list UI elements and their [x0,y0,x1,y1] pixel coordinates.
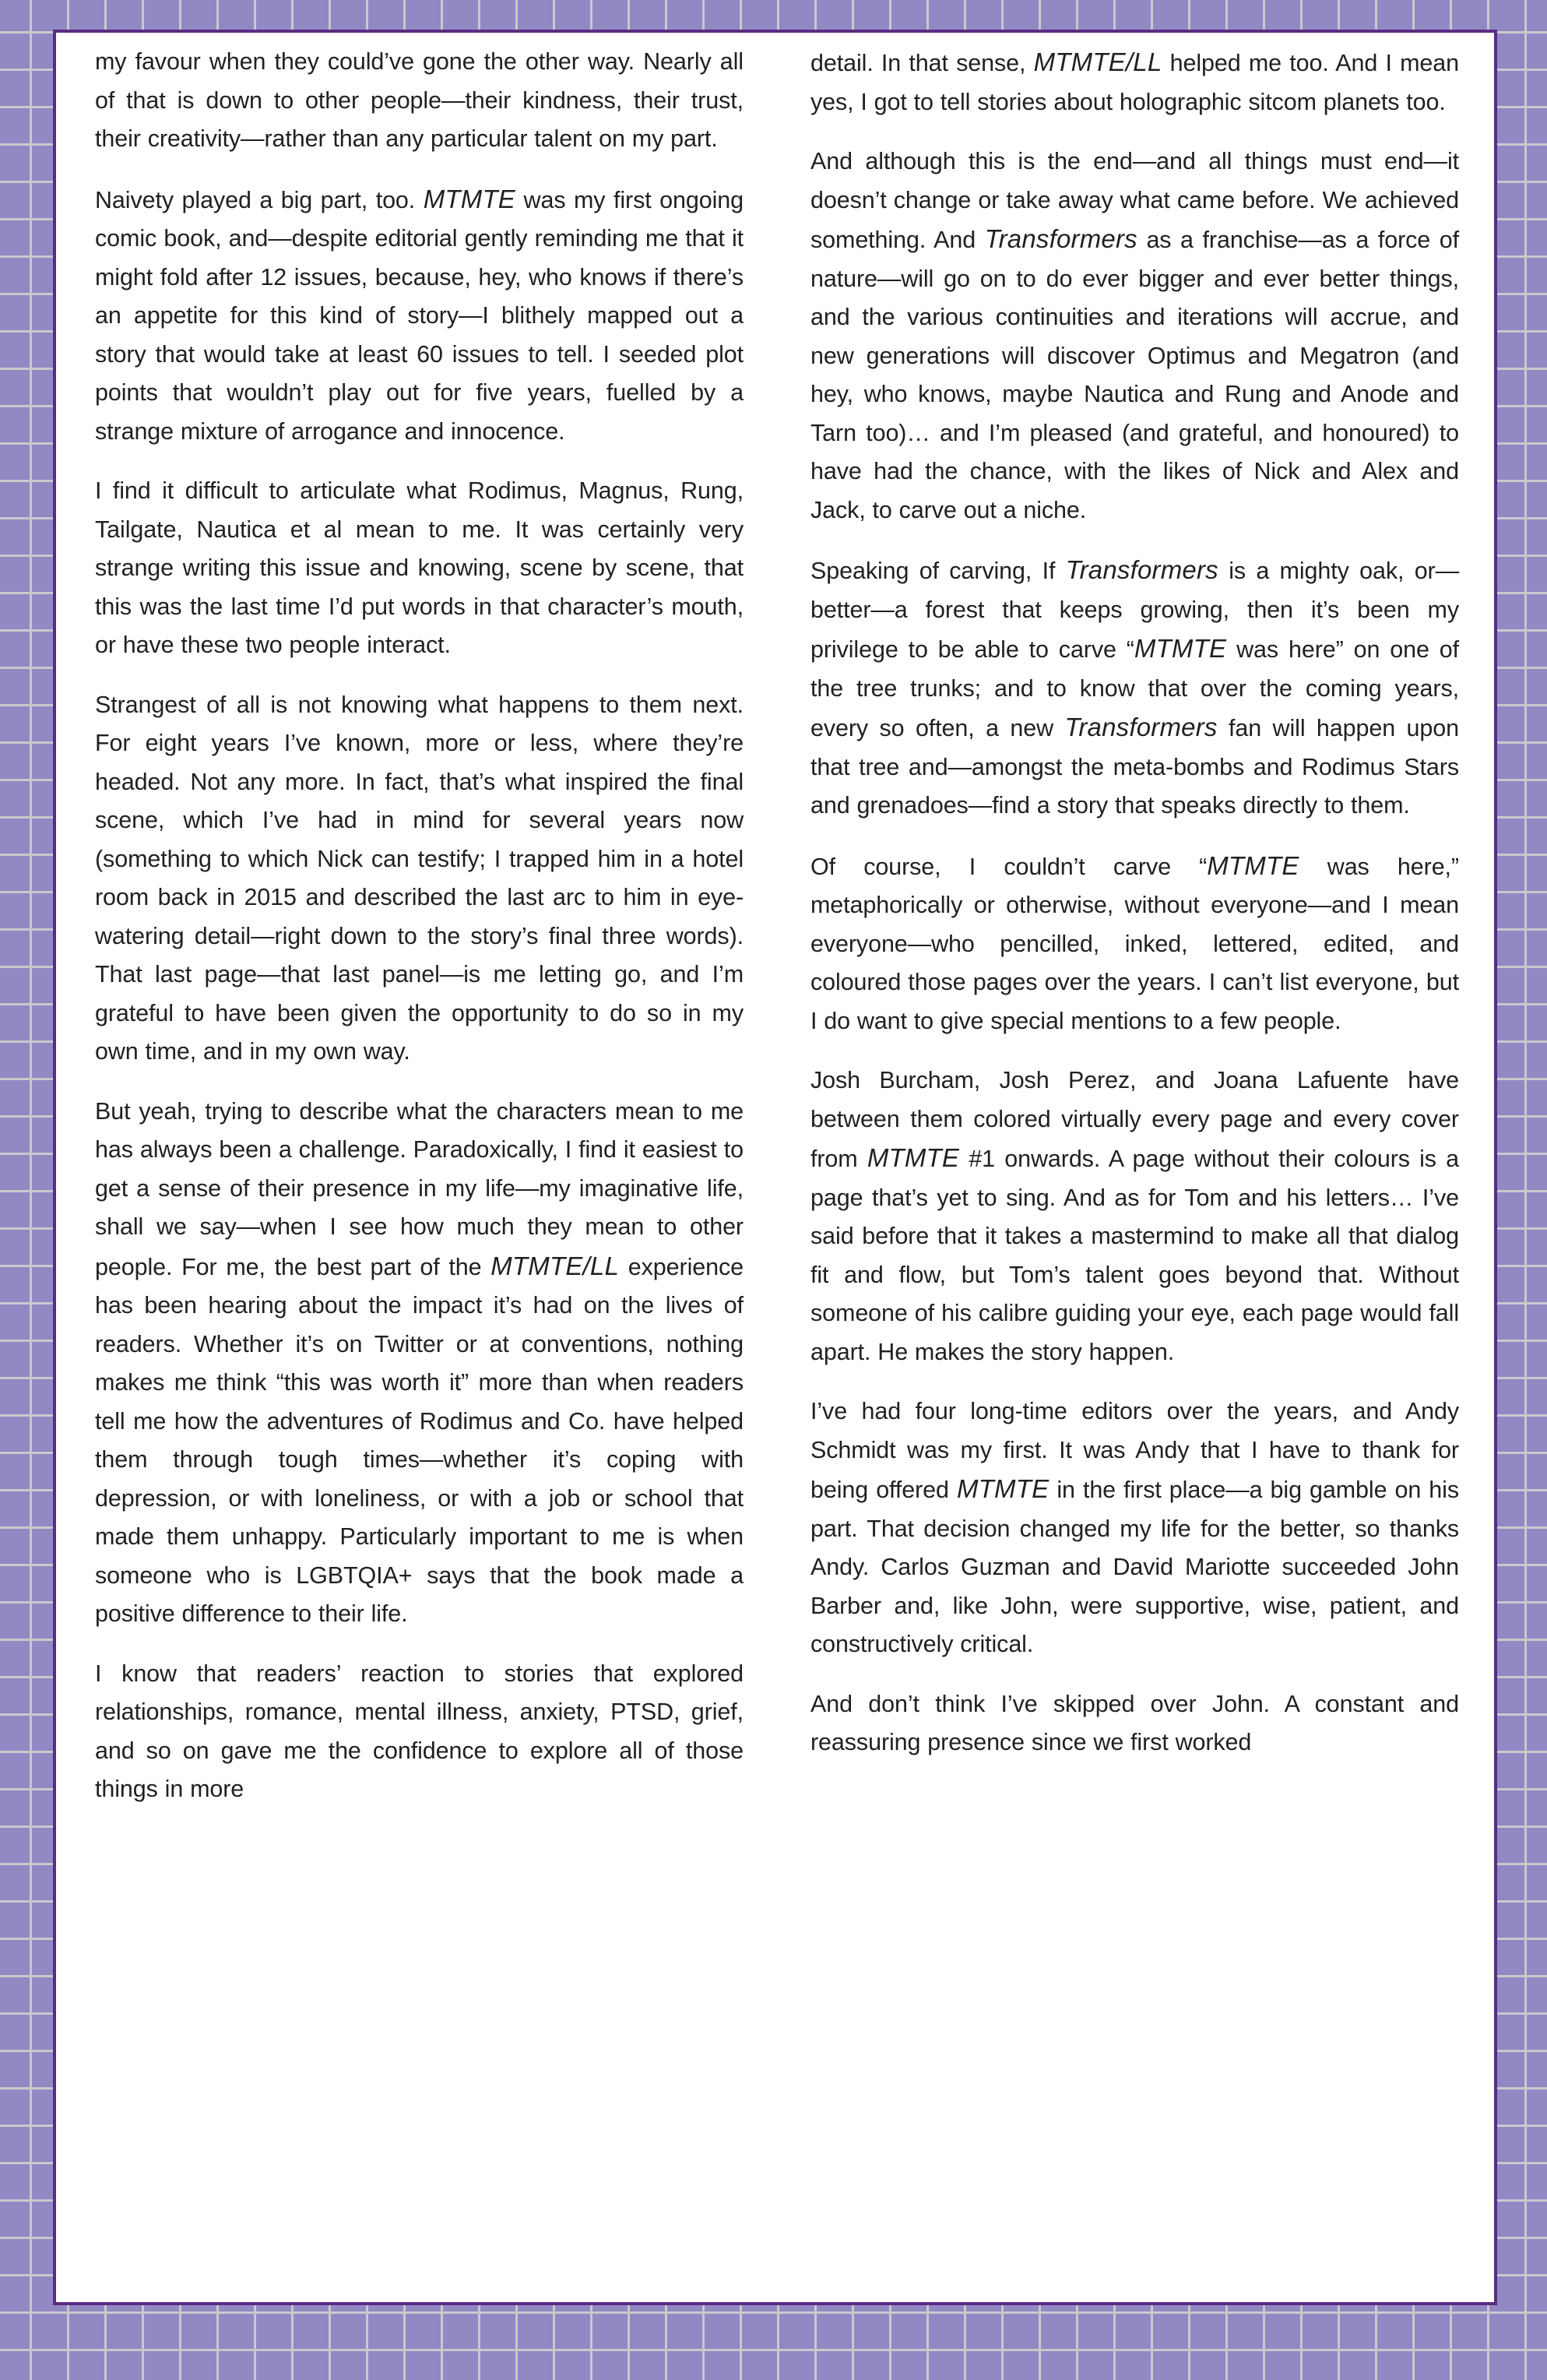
para-detail [810,43,1459,121]
para-naivety [95,180,744,452]
text-run: helped me too. And I mean yes, I got to tell stories about holographic sitcom planets too. [810,50,1459,115]
text-run: Of course, I couldn’t carve “ [810,853,1208,880]
text-run: And although this is the end—and all things must end—it doesn’t change or take away what came before. We achieved something. And [810,148,1459,253]
title-emphasis: MTMTE/LL [490,1251,620,1280]
text-run: #1 onwards. A page without their colours is a page that’s yet to sing. And as for Tom and his letters… I’ve said before that it takes a mastermind to make all that dialog fit and flow, but Tom’s talent goes beyond that. Without someone of his calibre guiding your eye, each page would fall apart. He makes the story happen. [810,1146,1459,1365]
text-run: Naivety played a big part, too. [95,186,424,213]
text-run: Josh Burcham, Josh Perez, and Joana Lafuente have between them colored virtually every page and every cover from [810,1067,1459,1172]
text-run: was my first ongoing comic book, and—despite editorial gently reminding me that it might fold after 12 issues, because, hey, who knows if there’s an appetite for this kind of story—I blithely mapped out a story that would take at least 60 issues to tell. I seeded plot points that wouldn’t play out for five years, fuelled by a strange mixture of arrogance and innocence. [95,186,744,445]
two-column-layout [95,43,1459,2286]
para-john [810,1685,1459,1762]
text-run: my favour when they could’ve gone the other way. Nearly all of that is down to other people—their kindness, their trust, their creativity—rather than any particular talent on my part. [95,48,744,152]
title-emphasis: MTMTE [956,1474,1049,1503]
para-although [810,143,1459,530]
text-run: fan will happen upon that tree and—amongst the meta-bombs and Rodimus Stars and grenadoes—find a story that speaks directly to them. [810,715,1459,819]
title-emphasis: MTMTE [1207,850,1299,880]
title-emphasis: Transformers [984,224,1137,253]
text-run: I’ve had four long-time editors over the years, and Andy Schmidt was my first. It was Andy that I have to thank for being offered [810,1398,1459,1503]
text-run: was here” on one of the tree trunks; and to know that over the coming years, every so often, a new [810,636,1460,741]
text-run: I find it difficult to articulate what Rodimus, Magnus, Rung, Tailgate, Nautica et al mean to me. It was certainly very strange writing this issue and knowing, scene by scene, that this was the last time I’d put words in that character’s mouth, or have these two people interact. [95,477,744,658]
text-run: But yeah, trying to describe what the characters mean to me has always been a challenge. Paradoxically, I find it easiest to get a sense of their presence in my life—my imaginative life, shall we say—when I see how much they mean to other people. For me, the best part of the [95,1097,744,1280]
title-emphasis: Transformers [1064,713,1218,741]
title-emphasis: Transformers [1065,555,1218,584]
right-text-column [810,43,1459,2286]
para-iknow [95,1655,744,1809]
para-ofcourse [810,847,1459,1041]
title-emphasis: MTMTE/LL [1033,48,1162,76]
text-run: Strangest of all is not knowing what happens to them next. For eight years I’ve known, more or less, where they’re headed. Not any more. In fact, that’s what inspired the final scene, which I’ve had in mind for several years now (something to which Nick can testify; I trapped him in a hotel room back in 2015 and described the last arc to him in eye-watering detail—right down to the story’s final three words). That last page—that last panel—is me letting go, and I’m grateful to have been given the opportunity to do so in my own time, and in my own way. [95,691,744,1065]
page-sheet [53,30,1497,2305]
para-butyeah [95,1093,744,1634]
title-emphasis: MTMTE [423,184,516,213]
text-run: is a mighty oak, or—better—a forest that keeps growing, then it’s been my privilege to be able to carve “ [810,558,1460,663]
text-run: Speaking of carving, If [810,558,1066,584]
text-run: as a franchise—as a force of nature—will go on to do ever bigger and ever better things, and the various continuities and iterations will accrue, and new generations will discover Optimus and Megatron (and hey, who knows, maybe Nautica and Rung and Anode and Tarn too)… and I’m pleased (and grateful, and honoured) to have had the chance, with the likes of Nick and Alex and Jack, to carve out a niche. [810,227,1459,523]
para-articulate [95,472,744,665]
text-run: was here,” metaphorically or otherwise, without everyone—and I mean everyone—who pencilled, inked, lettered, edited, and coloured those pages over the years. I can’t list everyone, but I do want to give special mentions to a few people. [810,853,1459,1034]
para-carving [810,551,1459,826]
text-run: experience has been hearing about the impact it’s had on the lives of readers. Whether it’s on Twitter or at conventions, nothing makes me think “this was worth it” more than when readers tell me how the adventures of Rodimus and Co. have helped them through tough times—whether it’s coping with depression, or with loneliness, or with a job or school that made them unhappy. Particularly important to me is when someone who is LGBTQIA+ says that the book made a positive difference to their life. [95,1253,744,1627]
title-emphasis: MTMTE [1134,634,1227,663]
para-strangest [95,686,744,1072]
title-emphasis: MTMTE [867,1143,960,1172]
text-run: I know that readers’ reaction to stories that explored relationships, romance, mental illness, anxiety, PTSD, grief, and so on gave me the confidence to explore all of those things in more [95,1660,744,1802]
text-run: And don’t think I’ve skipped over John. A constant and reassuring presence since we first worked [810,1690,1459,1755]
para-colorists [810,1061,1459,1371]
text-run: in the first place—a big gamble on his part. That decision changed my life for the better, so thanks Andy. Carlos Guzman and David Mariotte succeeded John Barber and, like John, were supportive, wise, patient, and constructively critical. [810,1477,1459,1657]
para-editors [810,1392,1459,1664]
left-text-column [95,43,744,2286]
text-run: detail. In that sense, [810,50,1034,76]
para-continuation [95,43,744,159]
